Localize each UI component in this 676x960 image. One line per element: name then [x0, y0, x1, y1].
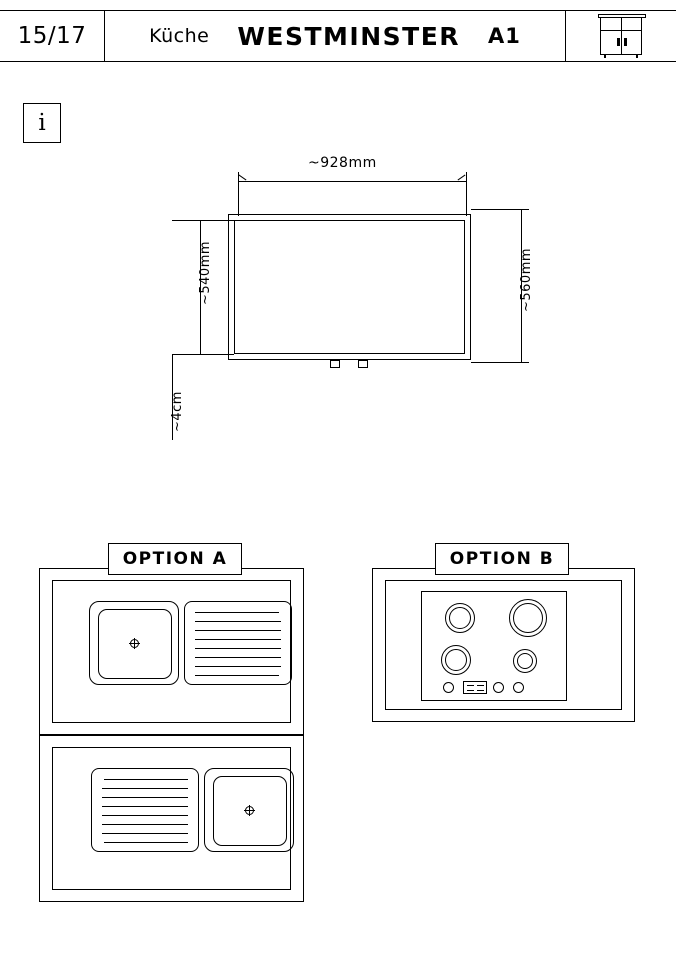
option-a-tag — [108, 543, 242, 575]
knob-1[interactable] — [443, 682, 454, 693]
option-b-hob-worktop[interactable] — [372, 568, 635, 722]
dim-ext-line-left — [238, 172, 239, 216]
option-a-label: OPTION A — [122, 549, 228, 569]
option-b-tag — [435, 543, 569, 575]
dim-ext-line-bottom-right — [471, 362, 529, 363]
option-a-sink-2-worktop[interactable] — [39, 735, 304, 902]
drawing-code: A1 — [488, 24, 521, 48]
burner-front-right[interactable] — [513, 649, 537, 673]
sink-bowl-left — [89, 601, 179, 685]
drainer-right — [184, 601, 292, 685]
option-a-sink-1-worktop[interactable] — [39, 568, 304, 735]
dim-ext-line-top-left — [172, 220, 234, 221]
drainer-left — [91, 768, 199, 852]
sink-bowl-right — [204, 768, 294, 852]
dim-tick-a — [239, 175, 247, 181]
drain-icon — [130, 639, 139, 648]
cabinet-foot-right — [358, 360, 368, 368]
knob-2[interactable] — [493, 682, 504, 693]
burner-rear-left[interactable] — [445, 603, 475, 633]
cabinet-foot-left — [330, 360, 340, 368]
burner-front-left[interactable] — [441, 645, 471, 675]
knob-3[interactable] — [513, 682, 524, 693]
dim-tick-b — [458, 175, 466, 181]
drawing-model-name: WESTMINSTER — [237, 21, 461, 51]
cabinet-door-face — [234, 220, 465, 354]
dim-label-plinth: ~4cm — [170, 391, 185, 432]
dim-label-height-outer: ~560mm — [519, 247, 534, 312]
info-icon-label: i — [38, 110, 46, 136]
hob-display — [463, 681, 487, 694]
dim-ext-line-bottom-left — [172, 354, 234, 355]
drain-icon — [245, 806, 254, 815]
dim-label-height-inner: ~540mm — [198, 240, 213, 305]
burner-rear-right[interactable] — [509, 599, 547, 637]
option-b-label: OPTION B — [449, 549, 555, 569]
dim-line-width — [238, 181, 466, 182]
page-number: 15/17 — [0, 11, 105, 61]
dim-ext-line-right — [466, 172, 467, 216]
drawing-subtitle: Küche — [149, 25, 210, 47]
dim-label-width: ~928mm — [308, 155, 377, 171]
